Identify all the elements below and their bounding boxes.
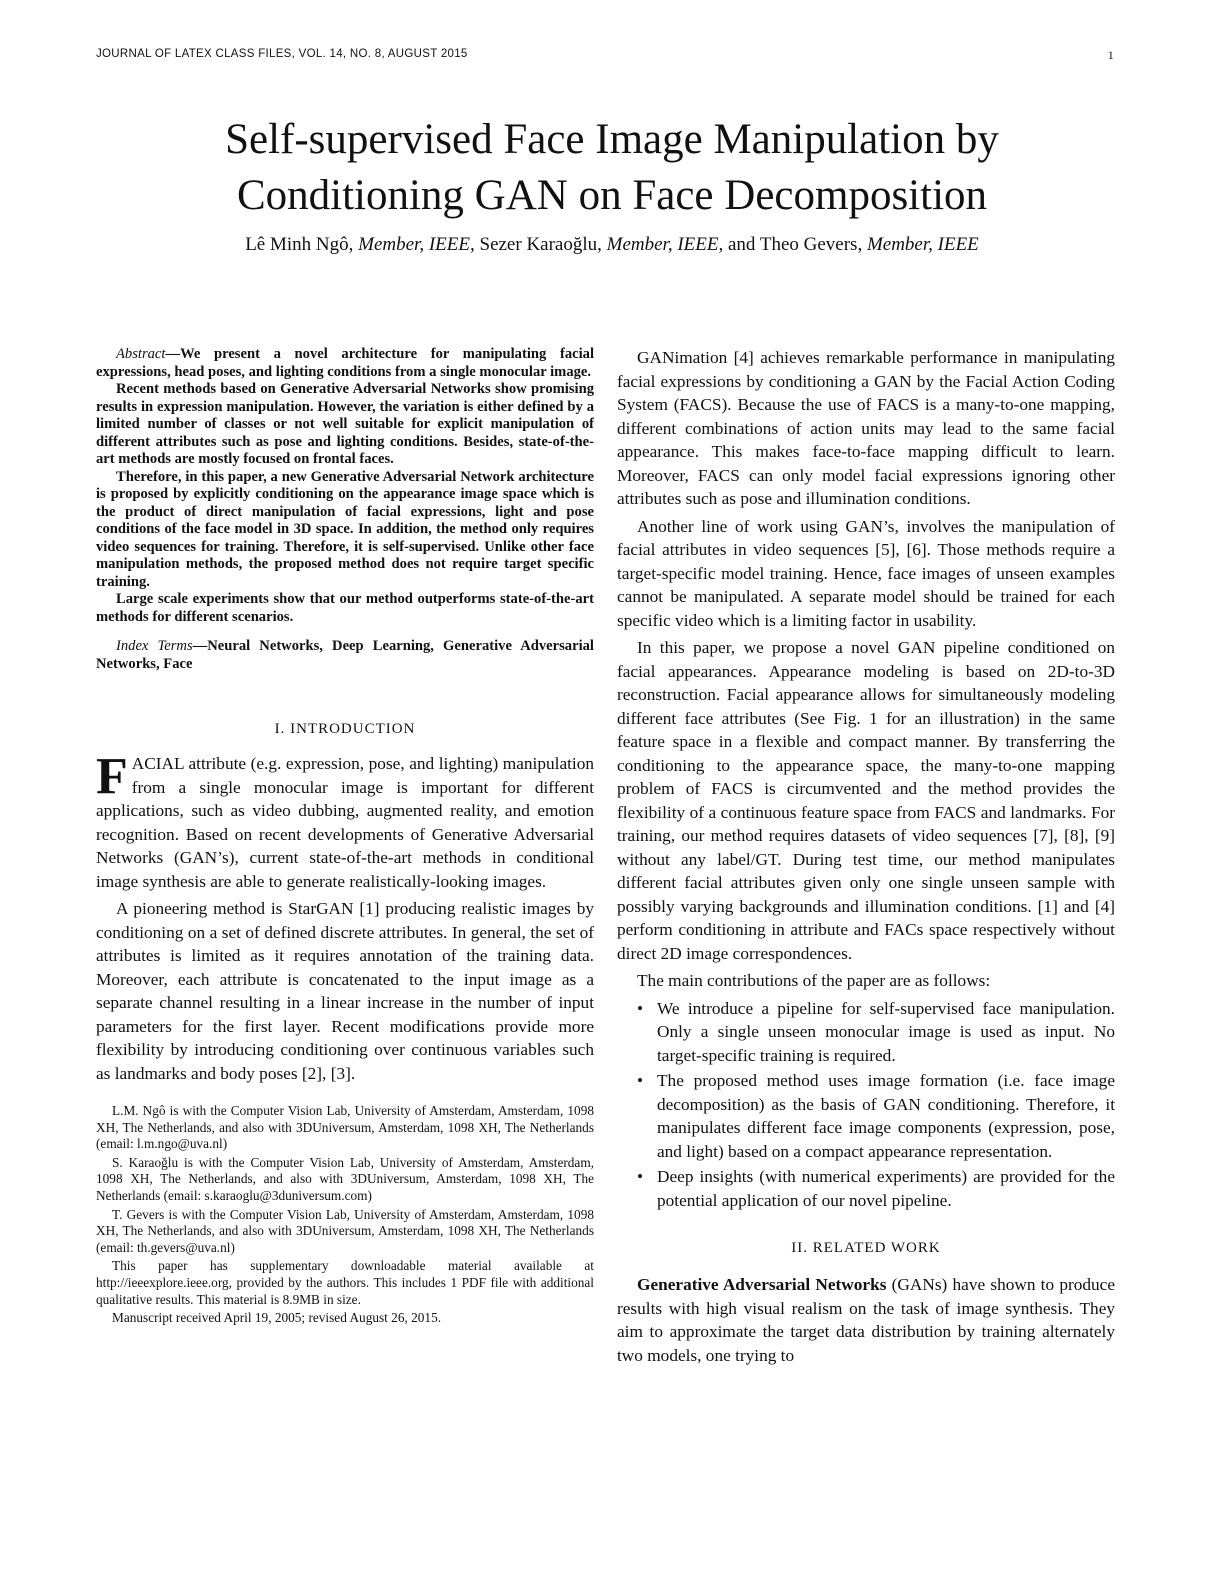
abstract	[96, 346, 594, 626]
page-number: 1	[1107, 48, 1114, 62]
intro-paragraph-3: GANimation [4] achieves remarkable performance in manipulating facial expressions by conditioning a GAN by the Facial Action Coding System (FACS). Because the use of FACS is a many-to-one mapping, different combinations of action units may lead to the same facial appearance. This makes face-to-face mapping difficult to learn. Moreover, FACS can only model facial expressions ignoring other attributes such as pose and illumination conditions.	[617, 348, 1115, 508]
footnote-4: This paper has supplementary downloadable material available at http://ieeexplore.ieee.org, provided by the authors. This includes 1 PDF file with additional qualitative results. This material is 8.9MB in size.	[96, 1258, 594, 1307]
intro-paragraph-4: Another line of work using GAN’s, involves the manipulation of facial attributes in video sequences [5], [6]. Those methods require a target-specific model training. Hence, face images of unseen examples cannot be manipulated. A separate model should be trained for each specific video which is a limiting factor in usability.	[617, 516, 1115, 630]
intro-paragraph-2: A pioneering method is StarGAN [1] producing realistic images by conditioning on a set of defined discrete attributes. In general, the set of attributes is limited as it requires annotation of the training data. Moreover, each attribute is concatenated to the input image as a separate channel resulting in a linear increase in the number of input parameters for the first layer. Recent modifications provide more flexibility by introducing conditioning over continuous variables such as landmarks and body poses [2], [3].	[96, 899, 594, 1083]
bullet-icon: •	[637, 1071, 644, 1090]
author-list	[96, 234, 1128, 256]
abstract-paragraph-1: Abstract—We present a novel architecture for manipulating facial expressions, head poses, and lighting conditions from a single monocular image.	[96, 346, 594, 380]
abstract-label: Abstract	[116, 346, 166, 362]
section-heading-related-work: II. RELATED WORK	[791, 1240, 941, 1256]
intro-paragraph-5: In this paper, we propose a novel GAN pipeline conditioned on facial appearances. Appearance modeling is based on 2D-to-3D reconstruction. Facial appearance allows for simultaneously modeling different face attributes (See Fig. 1 for an illustration) in the same feature space in a flexible and compact manner. By transferring the conditioning to the appearance space, the many-to-one mapping problem of FACS is circumvented and the method provides the flexibility of a continuous feature space from FACS and landmarks. For training, our method requires datasets of video sequences [7], [8], [9] without any label/GT. During test time, our method manipulates different facial attributes given only one single unseen sample with possibly varying backgrounds and illumination conditions. [1] and [4] perform conditioning in attribute and FACs space respectively without direct 2D image correspondences.	[617, 638, 1115, 963]
right-column	[617, 346, 1115, 1371]
related-work-body	[617, 1273, 1115, 1367]
author-3-role: Member, IEEE	[866, 234, 979, 255]
running-header	[96, 48, 1114, 63]
runin-heading: Generative Adversarial Networks	[637, 1275, 887, 1294]
author-2-name: Sezer Karaoğlu,	[479, 234, 602, 255]
drop-cap: F	[96, 748, 128, 805]
list-item: • The proposed method uses image formation (i.e. face image decomposition) as the basis of GAN conditioning. Therefore, it manipulates different face image components (expression, pose, and light) based on a compact appearance representation.	[637, 1071, 1115, 1161]
journal-info: JOURNAL OF LATEX CLASS FILES, VOL. 14, NO. 8, AUGUST 2015	[96, 48, 468, 60]
bullet-icon: •	[637, 1167, 644, 1186]
abstract-paragraph-2: Recent methods based on Generative Adversarial Networks show promising results in expression manipulation. However, the variation is either defined by a limited number of classes or not well suitable for explicit manipulation of different attributes such as pose and lighting conditions. Besides, state-of-the-art methods are mostly focused on frontal faces.	[96, 381, 594, 467]
paper-title	[96, 112, 1128, 224]
introduction-body-continued	[617, 346, 1115, 1212]
index-terms: Index Terms—Neural Networks, Deep Learning, Generative Adversarial Networks, Face	[96, 638, 594, 672]
author-2-role: Member, IEEE,	[606, 234, 724, 255]
related-work-paragraph-1: Generative Adversarial Networks (GANs) have shown to produce results with high visual realism on the task of image synthesis. They aim to approximate the target data distribution by training alternately two models, one trying to	[617, 1275, 1115, 1365]
author-1-name: Lê Minh Ngô,	[245, 234, 354, 255]
title-line-2: Conditioning GAN on Face Decomposition	[236, 172, 988, 219]
abstract-paragraph-4: Large scale experiments show that our method outperforms state-of-the-art methods for different scenarios.	[96, 591, 594, 625]
intro-paragraph-6: The main contributions of the paper are as follows:	[637, 971, 991, 990]
introduction-body	[96, 748, 594, 1085]
index-terms-label: Index Terms	[116, 638, 193, 654]
footnote-1: L.M. Ngô is with the Computer Vision Lab, University of Amsterdam, Amsterdam, 1098 XH, The Netherlands, and also with 3DUniversum, Amsterdam, 1098 XH, The Netherlands (email: l.m.ngo@uva.nl)	[96, 1103, 594, 1152]
footnote-3: T. Gevers is with the Computer Vision Lab, University of Amsterdam, Amsterdam, 1098 XH, The Netherlands, and also with 3DUniversum, Amsterdam, 1098 XH, The Netherlands (email: th.gevers@uva.nl)	[96, 1206, 594, 1255]
bullet-icon: •	[637, 998, 644, 1018]
list-item: • We introduce a pipeline for self-supervised face manipulation. Only a single unseen monocular image is used as input. No target-specific training is required.	[637, 998, 1115, 1065]
author-1-role: Member, IEEE,	[358, 234, 475, 255]
left-column	[96, 346, 594, 1329]
list-item: • Deep insights (with numerical experiments) are provided for the potential application of our novel pipeline.	[637, 1167, 1115, 1210]
footnote-5: Manuscript received April 19, 2005; revised August 26, 2015.	[112, 1310, 442, 1326]
contributions-list	[617, 997, 1115, 1213]
section-heading-introduction: I. INTRODUCTION	[274, 721, 416, 737]
abstract-paragraph-3: Therefore, in this paper, a new Generative Adversarial Network architecture is proposed by explicitly conditioning on the appearance image space which is the product of direct manipulation of facial expressions, light and pose conditions of the face model in 3D space. In addition, the method only requires video sequences for training. Therefore, it is self-supervised. Unlike other face manipulation methods, the proposed method does not require target specific training.	[96, 468, 594, 590]
author-footnotes	[96, 1103, 594, 1327]
title-line-1: Self-supervised Face Image Manipulation by	[225, 116, 999, 163]
intro-paragraph-1: FACIAL attribute (e.g. expression, pose, and lighting) manipulation from a single monocular image is important for different applications, such as video dubbing, augmented reality, and emotion recognition. Based on recent developments of Generative Adversarial Networks (GAN’s), current state-of-the-art methods in conditional image synthesis are able to generate realistically-looking images.	[96, 748, 594, 891]
footnote-2: S. Karaoğlu is with the Computer Vision Lab, University of Amsterdam, Amsterdam, 1098 XH, The Netherlands, and also with 3DUniversum, Amsterdam, 1098 XH, The Netherlands (email: s.karaoglu@3duniversum.com)	[96, 1154, 594, 1203]
author-3-name: and Theo Gevers,	[728, 234, 863, 255]
